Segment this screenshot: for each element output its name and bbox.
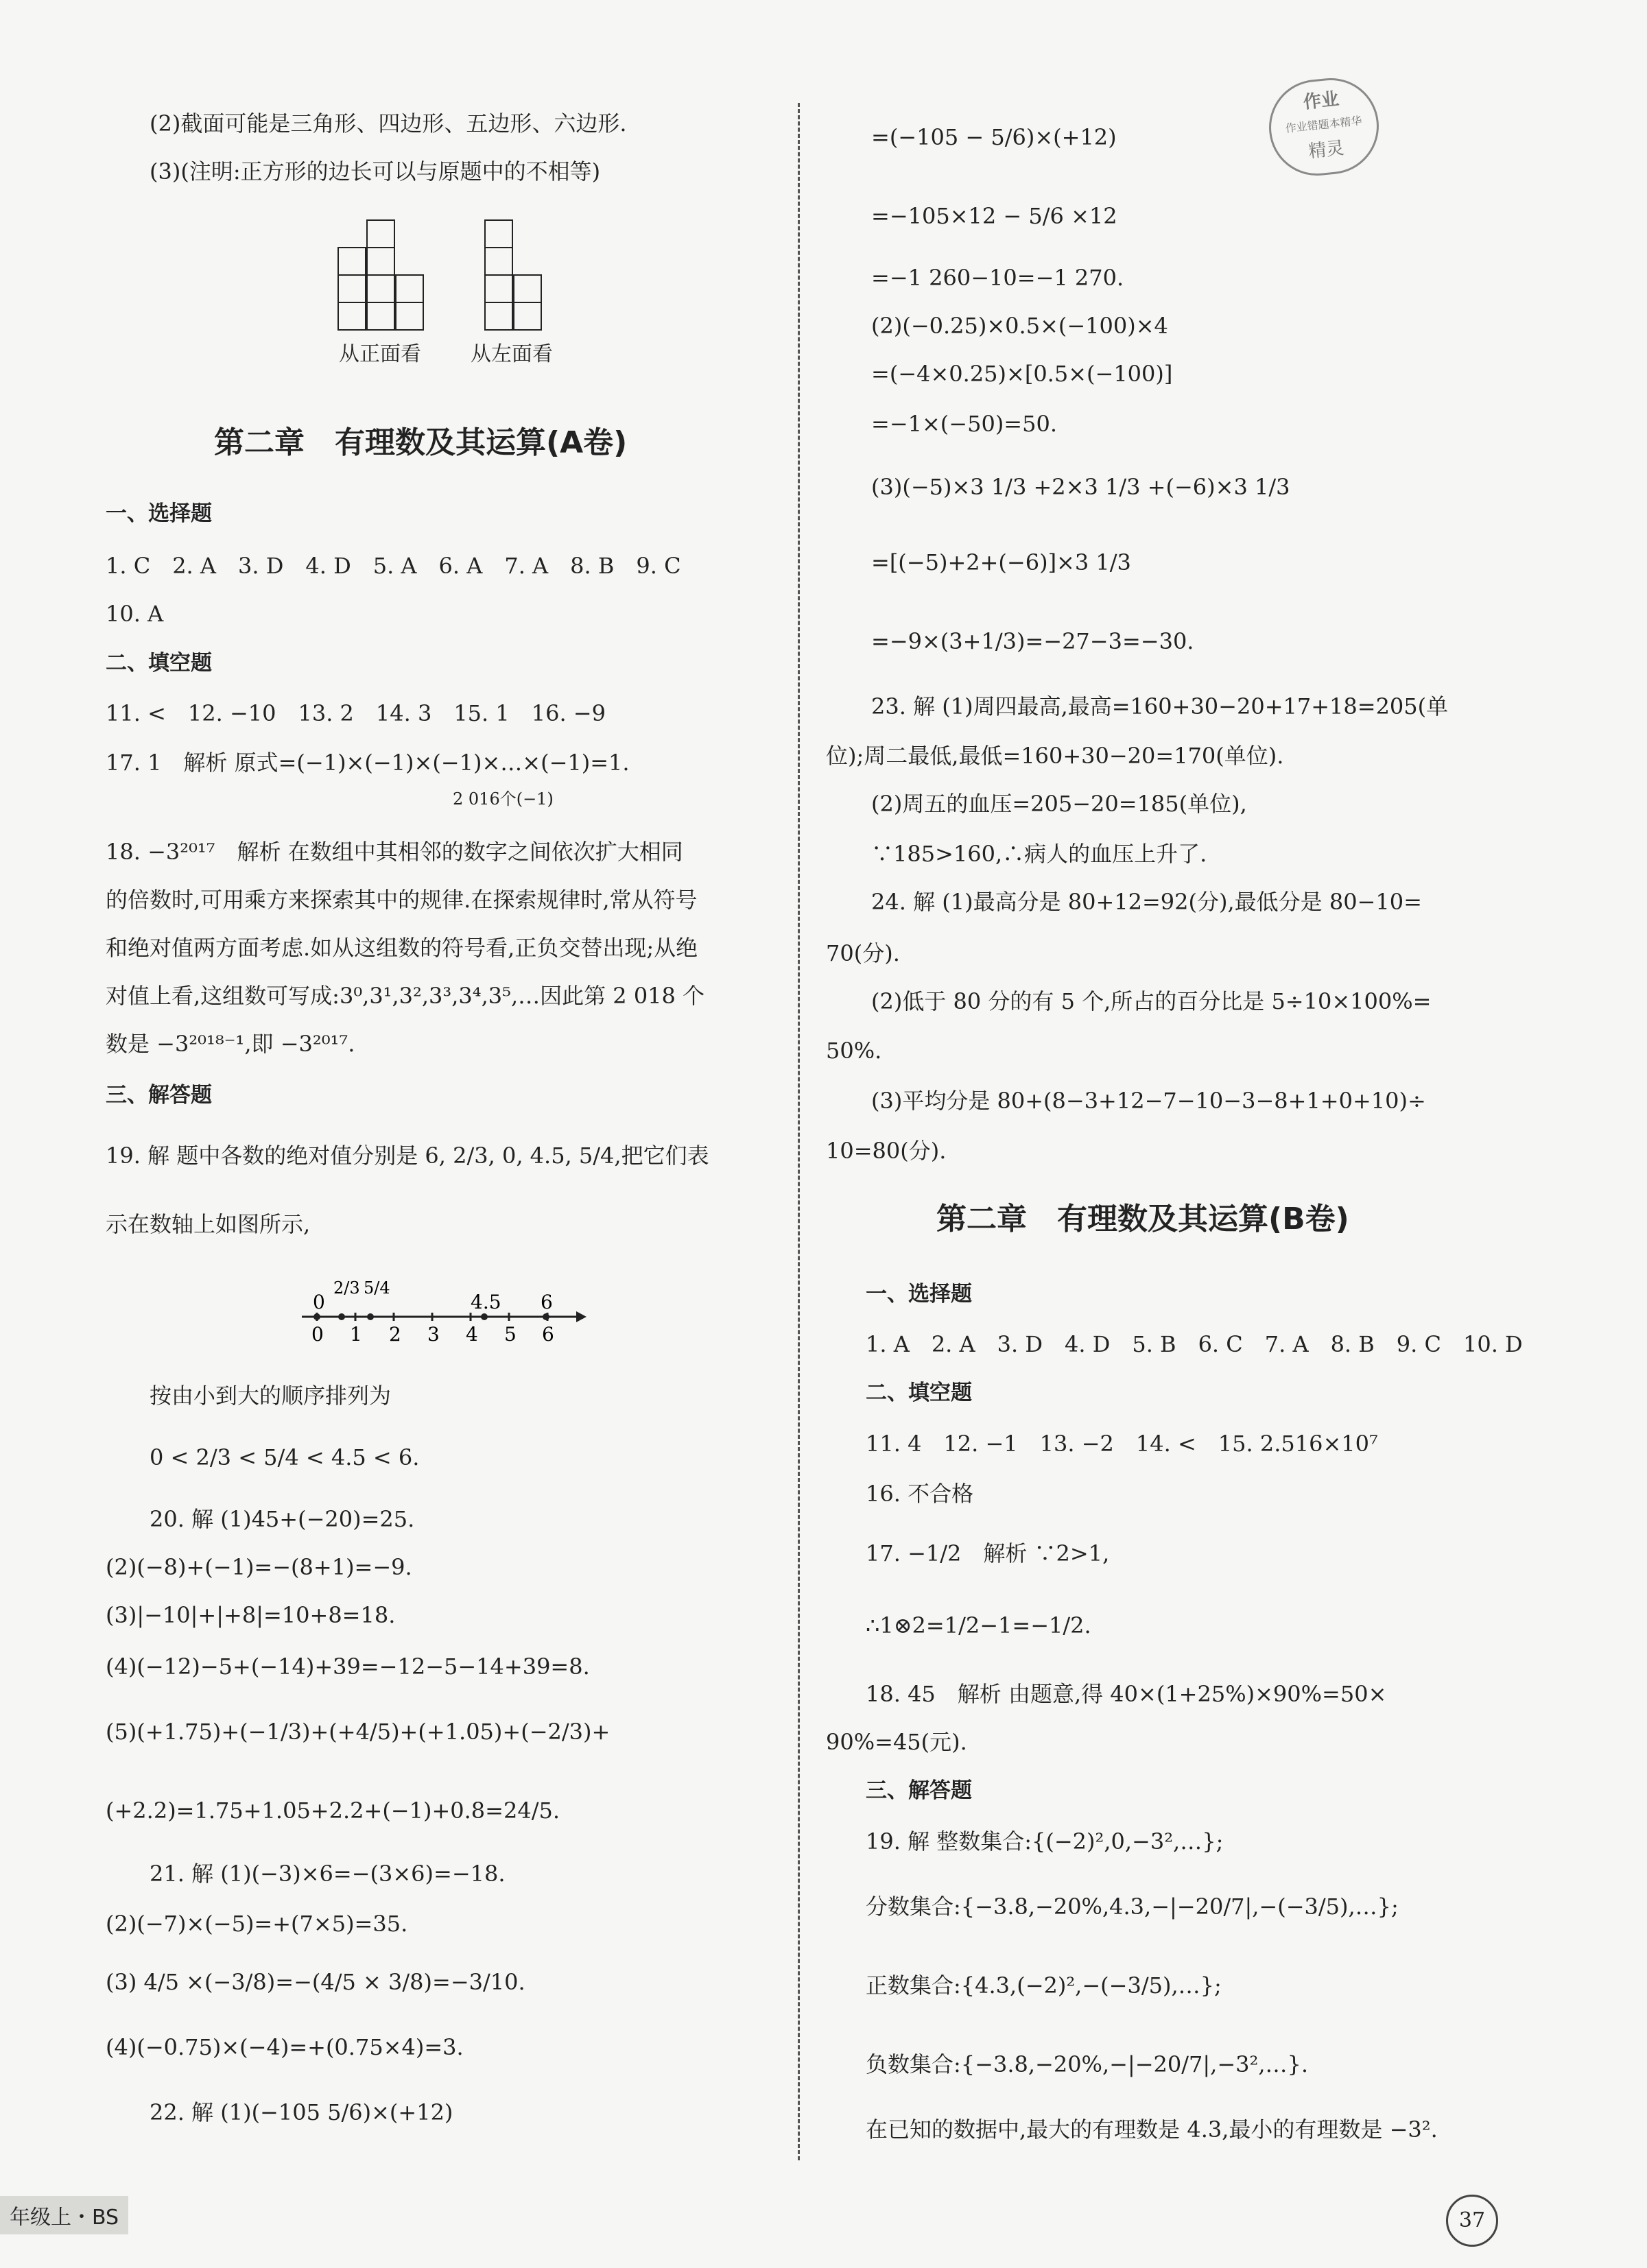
grade-tag: 年级上・BS	[0, 2196, 128, 2234]
b-fill-answers: 11. 4 12. −1 13. −2 14. < 15. 2.516×10⁷	[866, 1431, 1378, 1457]
q21-3: (3) 4/5 ×(−3/8)=−(4/5 × 3/8)=−3/10.	[106, 1969, 525, 1995]
tick-1: 1	[350, 1323, 362, 1344]
b-q17-line1: 17. −1/2 解析 ∵2>1,	[866, 1540, 1110, 1566]
q17-brace-note: 2 016个(−1)	[453, 789, 554, 809]
q18-line3: 和绝对值两方面考虑.如从这组数的符号看,正负交替出现;从绝	[106, 935, 698, 961]
tick-0: 0	[311, 1323, 324, 1344]
b-mc-answers: 1. A 2. A 3. D 4. D 5. B 6. C 7. A 8. B 9. C 10. D	[866, 1331, 1523, 1357]
q20-3: (3)|−10|+|+8|=10+8=18.	[106, 1602, 396, 1628]
tick-3: 3	[427, 1323, 440, 1344]
tick-2: 2	[389, 1323, 401, 1344]
b-fill-16: 16. 不合格	[866, 1481, 974, 1507]
number-line	[295, 1262, 590, 1344]
answer-p2: (2)截面可能是三角形、四边形、五边形、六边形.	[150, 110, 627, 136]
b-q19-line2: 分数集合:{−3.8,−20%,4.3,−|−20/7|,−(−3/5),…};	[866, 1894, 1399, 1920]
section-choice: 一、选择题	[106, 501, 212, 526]
chapter-a-title: 第二章 有理数及其运算(A卷)	[214, 425, 628, 460]
q24-line5: (3)平均分是 80+(8−3+12−7−10−3−8+1+0+10)÷	[871, 1088, 1426, 1114]
b-section-solve: 三、解答题	[866, 1778, 972, 1803]
page-number: 37	[1446, 2195, 1498, 2247]
q19-line3: 按由小到大的顺序排列为	[150, 1383, 392, 1409]
tick-4: 4	[466, 1323, 478, 1344]
mc-answers: 1. C 2. A 3. D 4. D 5. A 6. A 7. A 8. B 9. C	[106, 553, 681, 579]
column-divider	[798, 103, 800, 2160]
b-q19-line1: 19. 解 整数集合:{(−2)²,0,−3²,…};	[866, 1828, 1224, 1854]
q20-1: 20. 解 (1)45+(−20)=25.	[150, 1506, 415, 1532]
b-q19-line4: 负数集合:{−3.8,−20%,−|−20/7|,−3²,…}.	[866, 2051, 1309, 2077]
r-line4: (2)(−0.25)×0.5×(−100)×4	[871, 313, 1168, 339]
homework-stamp	[1264, 73, 1384, 180]
r-line8: =[(−5)+2+(−6)]×3 1/3	[871, 549, 1131, 575]
q18-line4: 对值上看,这组数可写成:3⁰,3¹,3²,3³,3⁴,3⁵,…因此第 2 018 个	[106, 983, 705, 1009]
section-solve: 三、解答题	[106, 1083, 212, 1108]
left-view-label: 从左面看	[471, 342, 553, 366]
front-view-label: 从正面看	[339, 342, 421, 366]
tick-5: 5	[504, 1323, 517, 1344]
b-q18-line1: 18. 45 解析 由题意,得 40×(1+25%)×90%=50×	[866, 1681, 1387, 1707]
b-q18-line2: 90%=45(元).	[826, 1729, 967, 1755]
b-q19-line3: 正数集合:{4.3,(−2)²,−(−3/5),…};	[866, 1972, 1222, 1998]
axis-top-0: 0	[313, 1291, 325, 1313]
q19-line4: 0 < 2/3 < 5/4 < 4.5 < 6.	[150, 1444, 420, 1470]
q21-1: 21. 解 (1)(−3)×6=−(3×6)=−18.	[150, 1861, 506, 1887]
r-line2: =−105×12 − 5/6 ×12	[871, 203, 1117, 229]
q20-2: (2)(−8)+(−1)=−(8+1)=−9.	[106, 1554, 412, 1580]
b-q19-line5: 在已知的数据中,最大的有理数是 4.3,最小的有理数是 −3².	[866, 2116, 1438, 2142]
r-line9: =−9×(3+1/3)=−27−3=−30.	[871, 628, 1194, 654]
fill-answers: 11. < 12. −10 13. 2 14. 3 15. 1 16. −9	[106, 700, 606, 726]
mc-answers-2: 10. A	[106, 601, 164, 627]
answer-p3: (3)(注明:正方形的边长可以与原题中的不相等)	[150, 158, 601, 184]
axis-top-2: 5/4	[364, 1278, 390, 1298]
q19-line2: 示在数轴上如图所示,	[106, 1211, 311, 1237]
q19-line1: 19. 解 题中各数的绝对值分别是 6, 2/3, 0, 4.5, 5/4,把它们表	[106, 1143, 709, 1169]
stamp-line3: 精灵	[1307, 138, 1345, 163]
r-line3: =−1 260−10=−1 270.	[871, 265, 1124, 291]
q22-1: 22. 解 (1)(−105 5/6)×(+12)	[150, 2099, 453, 2125]
q24-line2: 70(分).	[826, 940, 900, 966]
q17: 17. 1 解析 原式=(−1)×(−1)×(−1)×…×(−1)=1.	[106, 750, 630, 776]
axis-top-4: 6	[541, 1291, 553, 1313]
q23-line1: 23. 解 (1)周四最高,最高=160+30−20+17+18=205(单	[871, 693, 1449, 719]
q18-line5: 数是 −3²⁰¹⁸⁻¹,即 −3²⁰¹⁷.	[106, 1031, 355, 1057]
q24-line1: 24. 解 (1)最高分是 80+12=92(分),最低分是 80−10=	[871, 889, 1422, 915]
q23-line2: 位);周二最低,最低=160+30−20=170(单位).	[826, 743, 1284, 769]
q18-line1: 18. −3²⁰¹⁷ 解析 在数组中其相邻的数字之间依次扩大相同	[106, 839, 683, 865]
b-section-choice: 一、选择题	[866, 1282, 972, 1306]
stamp-line2: 作业错题本精华	[1284, 114, 1363, 135]
q18-line2: 的倍数时,可用乘方来探索其中的规律.在探索规律时,常从符号	[106, 887, 698, 913]
tick-6: 6	[542, 1323, 554, 1344]
q21-2: (2)(−7)×(−5)=+(7×5)=35.	[106, 1911, 408, 1937]
b-section-fill: 二、填空题	[866, 1381, 972, 1405]
r-line7: (3)(−5)×3 1/3 +2×3 1/3 +(−6)×3 1/3	[871, 474, 1290, 500]
q20-5: (5)(+1.75)+(−1/3)+(+4/5)+(+1.05)+(−2/3)+	[106, 1719, 611, 1745]
q20-4: (4)(−12)−5+(−14)+39=−12−5−14+39=8.	[106, 1654, 590, 1680]
r-line1: =(−105 − 5/6)×(+12)	[871, 124, 1117, 150]
b-q17-line2: ∴1⊗2=1/2−1=−1/2.	[866, 1612, 1091, 1638]
q21-4: (4)(−0.75)×(−4)=+(0.75×4)=3.	[106, 2034, 464, 2060]
r-line5: =(−4×0.25)×[0.5×(−100)]	[871, 361, 1173, 387]
stamp-line1: 作业	[1302, 88, 1340, 113]
front-view-figure	[337, 219, 427, 329]
q23-line4: ∵185>160,∴病人的血压上升了.	[871, 841, 1207, 867]
q24-line4: 50%.	[826, 1038, 882, 1064]
q24-line6: 10=80(分).	[826, 1138, 947, 1164]
q23-line3: (2)周五的血压=205−20=185(单位),	[871, 791, 1247, 817]
axis-top-3: 4.5	[471, 1291, 501, 1313]
r-line6: =−1×(−50)=50.	[871, 411, 1057, 437]
axis-top-1: 2/3	[333, 1278, 360, 1298]
q20-5b: (+2.2)=1.75+1.05+2.2+(−1)+0.8=24/5.	[106, 1798, 560, 1824]
left-view-figure	[484, 219, 573, 329]
chapter-b-title: 第二章 有理数及其运算(B卷)	[936, 1202, 1349, 1237]
q24-line3: (2)低于 80 分的有 5 个,所占的百分比是 5÷10×100%=	[871, 988, 1432, 1014]
section-fill: 二、填空题	[106, 651, 212, 676]
